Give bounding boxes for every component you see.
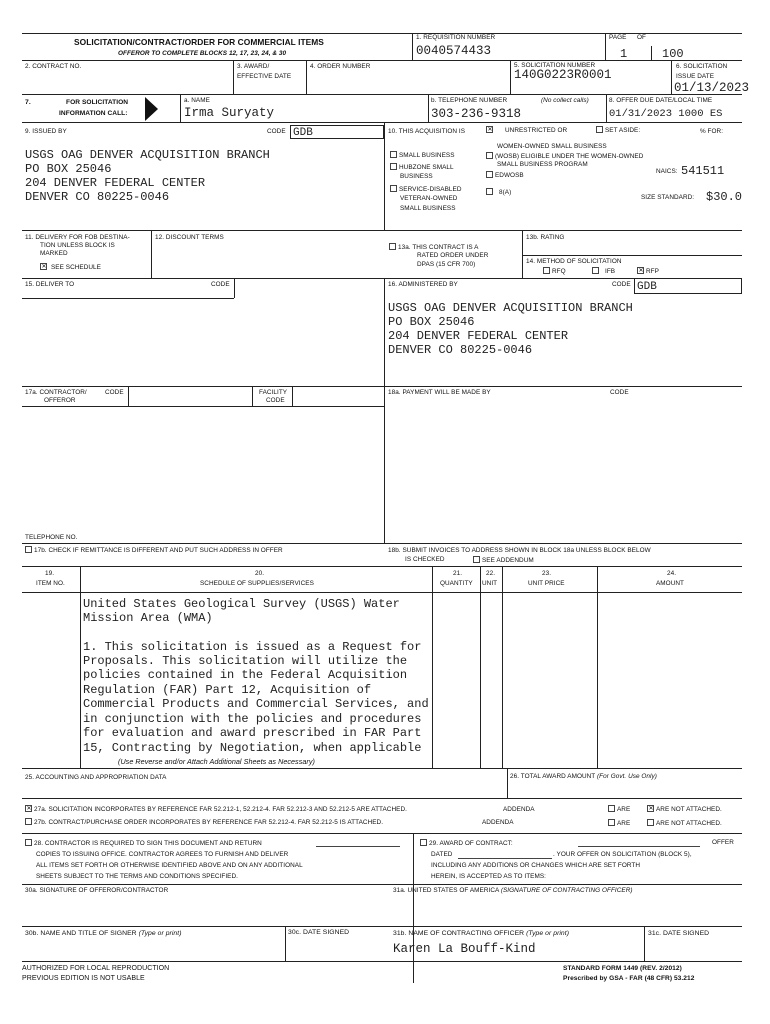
percent-for-label: % FOR: [700, 128, 724, 135]
signature-co-field[interactable] [414, 895, 742, 925]
payment-code-label: CODE [610, 389, 629, 396]
28-line-3: ALL ITEMS SET FORTH OR OTHERWISE IDENTIFIED ABOVE AND ON ANY ADDITIONAL [36, 862, 303, 869]
27b-are-option[interactable]: ARE [608, 819, 630, 828]
see-schedule-option[interactable]: ✕SEE SCHEDULE [40, 263, 101, 272]
schedule-line-8: Commercial Products and Commercial Services, and [83, 697, 429, 711]
form-subtitle: OFFEROR TO COMPLETE BLOCKS 12, 17, 23, 24, & 30 [118, 50, 287, 57]
issued-by-label: 9. ISSUED BY [25, 128, 67, 135]
size-standard-label: SIZE STANDARD: [641, 194, 695, 201]
rated-order-checkbox[interactable] [389, 243, 396, 250]
naics-label: NAICS: [656, 168, 678, 175]
remittance-option[interactable]: 17b. CHECK IF REMITTANCE IS DIFFERENT AND PUT SUCH ADDRESS IN OFFER [25, 546, 283, 555]
issued-by-line-4: DENVER CO 80225-0046 [25, 190, 170, 204]
27a-are-not-option[interactable]: ✕ ARE NOT ATTACHED. [647, 805, 722, 814]
footer-standard-form: STANDARD FORM 1449 (REV. 2/2012) [563, 965, 682, 972]
signature-offeror-label: 30a. SIGNATURE OF OFFEROR/CONTRACTOR [25, 887, 169, 894]
28-line-4: SHEETS SUBJECT TO THE TERMS AND CONDITIONS SPECIFIED. [36, 873, 238, 880]
issued-by-line-1: USGS OAG DENVER ACQUISITION BRANCH [25, 148, 270, 162]
col-unit-header-1: 22. [486, 570, 496, 577]
delivery-fob-label-1: 11. DELIVERY FOR FOB DESTINA- [25, 234, 130, 241]
rating-label: 13b. RATING [526, 234, 565, 241]
ifb-option[interactable]: IFB [592, 267, 615, 276]
delivery-fob-label-3: MARKED [40, 250, 68, 257]
edwosb-checkbox[interactable] [486, 171, 493, 178]
sdvosb-label-2: VETERAN-OWNED [400, 195, 458, 202]
unrestricted-checkbox[interactable] [486, 126, 493, 133]
col-unit-price-header-2: UNIT PRICE [528, 580, 565, 587]
29-your-offer-label: . YOUR OFFER ON SOLICITATION (BLOCK 5), [553, 851, 692, 858]
27b-addenda-label: ADDENDA [482, 819, 514, 826]
27b-option[interactable]: 27b. CONTRACT/PURCHASE ORDER INCORPORATES BY REFERENCE FAR 52.212-4. FAR 52.212-5 IS ATTACHED. [25, 818, 383, 827]
schedule-line-9: in conjunction with the policies and procedures [83, 712, 422, 726]
28-option[interactable]: 28. CONTRACTOR IS REQUIRED TO SIGN THIS DOCUMENT AND RETURN [25, 839, 262, 848]
28-line-2: COPIES TO ISSUING OFFICE. CONTRACTOR AGREES TO FURNISH AND DELIVER [36, 851, 289, 858]
offer-due-date-value[interactable]: 01/31/2023 1000 ES [609, 108, 723, 120]
col-unit-header-2: UNIT [482, 580, 498, 587]
col-amount-header-2: AMOUNT [656, 580, 684, 587]
contact-name-label: a. NAME [184, 97, 210, 104]
rated-order-label-3: DPAS (15 CFR 700) [417, 261, 476, 268]
rfq-option[interactable]: RFQ [543, 267, 566, 276]
block7-label-1: FOR SOLICITATION [66, 99, 129, 106]
schedule-line-11: 15, Contracting by Negotiation, when applicable [83, 741, 422, 755]
offer-due-date-label: 8. OFFER DUE DATE/LOCAL TIME [609, 97, 713, 104]
29-dated-label: DATED [431, 851, 453, 858]
8a-option[interactable]: 8(A) [486, 188, 511, 197]
set-aside-checkbox[interactable] [596, 126, 603, 133]
telephone-number-value[interactable]: 303-236-9318 [431, 107, 522, 121]
accounting-label: 25. ACCOUNTING AND APPROPRIATION DATA [25, 774, 167, 781]
contract-number-label: 2. CONTRACT NO. [25, 63, 82, 70]
col-quantity-header-2: QUANTITY [440, 580, 473, 587]
27a-checkbox[interactable] [25, 805, 32, 812]
sdvosb-label-3: SMALL BUSINESS [400, 205, 456, 212]
27a-are-not-checkbox[interactable] [647, 805, 654, 812]
issued-by-code-box[interactable] [290, 125, 384, 139]
8a-checkbox[interactable] [486, 188, 493, 195]
block7-number: 7. [25, 99, 31, 106]
deliver-to-code-label: CODE [211, 281, 230, 288]
form-title: SOLICITATION/CONTRACT/ORDER FOR COMMERCIAL ITEMS [74, 37, 324, 47]
of-label: OF [637, 34, 646, 41]
unrestricted-option[interactable]: ✕ UNRESTRICTED OR [486, 126, 567, 135]
submit-invoices-label-2: IS CHECKED [405, 556, 445, 563]
administered-by-code-box[interactable] [634, 278, 742, 294]
set-aside-option[interactable]: SET ASIDE: [596, 126, 640, 135]
wosb-checkbox[interactable] [486, 152, 493, 159]
27a-are-checkbox[interactable] [608, 805, 615, 812]
telephone-number-label: b. TELEPHONE NUMBER [431, 97, 508, 104]
schedule-line-5: Proposals. This solicitation will utilize the [83, 654, 408, 668]
order-number-label: 4. ORDER NUMBER [310, 63, 371, 70]
ifb-checkbox[interactable] [592, 267, 599, 274]
administered-by-line-3: 204 DENVER FEDERAL CENTER [388, 329, 569, 343]
small-business-option[interactable]: SMALL BUSINESS [390, 151, 455, 160]
block7-label-2: INFORMATION CALL: [59, 110, 128, 117]
solicitation-issue-date-label-1: 6. SOLICITATION [676, 63, 728, 70]
date-signed-label: 30c. DATE SIGNED [288, 929, 350, 936]
of-value[interactable]: 100 [662, 47, 684, 61]
wosb-option[interactable]: (WOSB) ELIGIBLE UNDER THE WOMEN-OWNED [486, 152, 643, 161]
delivery-fob-label-2: TION UNLESS BLOCK IS [40, 242, 115, 249]
hubzone-label-2: BUSINESS [400, 173, 433, 180]
contractor-code-label: CODE [105, 389, 124, 396]
sdvosb-checkbox[interactable] [390, 185, 397, 192]
issued-by-line-3: 204 DENVER FEDERAL CENTER [25, 176, 206, 190]
27b-are-not-option[interactable]: ARE NOT ATTACHED. [647, 819, 722, 828]
col-quantity-header-1: 21. [453, 570, 463, 577]
schedule-line-2: Mission Area (WMA) [83, 611, 213, 625]
col-schedule-header-2: SCHEDULE OF SUPPLIES/SERVICES [200, 580, 314, 587]
rated-order-option[interactable]: 13a. THIS CONTRACT IS A [389, 243, 478, 252]
29-option[interactable]: 29. AWARD OF CONTRACT: [420, 839, 513, 848]
27a-option[interactable]: ✕27a. SOLICITATION INCORPORATES BY REFERENCE FAR 52.212-1, 52.212-4. FAR 52.212-3 AND 52.212-5 ARE ATTACHED. [25, 805, 407, 814]
contracting-officer-name-value[interactable]: Karen La Bouff-Kind [393, 942, 536, 956]
co-date-signed-label: 31c. DATE SIGNED [648, 930, 710, 937]
requisition-number-value[interactable]: 0040574433 [416, 44, 492, 58]
27b-are-not-checkbox[interactable] [647, 819, 654, 826]
edwosb-option[interactable]: EDWOSB [486, 171, 524, 180]
administered-by-line-2: PO BOX 25046 [388, 315, 475, 329]
see-addendum-option[interactable]: SEE ADDENDUM [473, 556, 534, 565]
footer-authorized: AUTHORIZED FOR LOCAL REPRODUCTION [22, 965, 170, 972]
facility-code-label-1: FACILITY [259, 389, 288, 396]
issued-by-code-value: GDB [293, 127, 313, 139]
telephone-label: TELEPHONE NO. [25, 534, 78, 541]
small-business-checkbox[interactable] [390, 151, 397, 158]
administered-by-line-4: DENVER CO 80225-0046 [388, 343, 533, 357]
wosb-label-3: SMALL BUSINESS PROGRAM [497, 161, 588, 168]
administered-by-code-label: CODE [612, 281, 631, 288]
29-offer-label: OFFER [712, 839, 734, 846]
acquisition-label: 10. THIS ACQUISITION IS [388, 128, 466, 135]
schedule-line-7: Regulation (FAR) Part 12, Acquisition of [83, 683, 372, 697]
schedule-line-4: 1. This solicitation is issued as a Request for [83, 640, 422, 654]
administered-by-code-value: GDB [637, 281, 657, 293]
contracting-officer-name-label: 31b. NAME OF CONTRACTING OFFICER (Type or print) [393, 930, 570, 937]
hubzone-checkbox[interactable] [390, 163, 397, 170]
footer-previous-edition: PREVIOUS EDITION IS NOT USABLE [22, 975, 145, 982]
method-of-solicitation-label: 14. METHOD OF SOLICITATION [526, 258, 622, 265]
footer-prescribed-by: Prescribed by GSA - FAR (48 CFR) 53.212 [563, 975, 695, 982]
27b-checkbox[interactable] [25, 818, 32, 825]
29-checkbox[interactable] [420, 839, 427, 846]
28-checkbox[interactable] [25, 839, 32, 846]
signer-name-label: 30b. NAME AND TITLE OF SIGNER (Type or print) [25, 930, 182, 937]
see-addendum-checkbox[interactable] [473, 556, 480, 563]
payment-by-label: 18a. PAYMENT WILL BE MADE BY [388, 389, 491, 396]
sdvosb-option[interactable]: SERVICE-DISABLED [390, 185, 461, 194]
signature-usa-label: 31a. UNITED STATES OF AMERICA (SIGNATURE OF CONTRACTING OFFICER) [393, 887, 633, 894]
solicitation-issue-date-value[interactable]: 01/13/2023 [674, 81, 750, 95]
facility-code-label-2: CODE [266, 397, 285, 404]
27a-addenda-label: ADDENDA [503, 806, 535, 813]
rfp-checkbox[interactable] [637, 267, 644, 274]
rfq-checkbox[interactable] [543, 267, 550, 274]
27b-are-checkbox[interactable] [608, 819, 615, 826]
deliver-to-label: 15. DELIVER TO [25, 281, 75, 288]
discount-terms-label: 12. DISCOUNT TERMS [155, 234, 224, 241]
27a-are-option[interactable]: ARE [608, 805, 630, 814]
naics-value[interactable]: 541511 [681, 164, 725, 178]
remittance-checkbox[interactable] [25, 546, 32, 553]
29-line-3: INCLUDING ANY ADDITIONS OR CHANGES WHICH ARE SET FORTH [431, 862, 641, 869]
issued-by-code-label: CODE [267, 128, 286, 135]
solicitation-number-label: 5. SOLICITATION NUMBER [514, 62, 596, 69]
solicitation-number-value[interactable]: 140G0223R0001 [514, 68, 612, 82]
rated-order-label-2: RATED ORDER UNDER [417, 252, 489, 259]
administered-by-line-1: USGS OAG DENVER ACQUISITION BRANCH [388, 301, 633, 315]
solicitation-issue-date-label-2: ISSUE DATE [676, 73, 715, 80]
administered-by-label: 16. ADMINISTERED BY [388, 281, 458, 288]
col-schedule-header-1: 20. [255, 570, 265, 577]
submit-invoices-label-1: 18b. SUBMIT INVOICES TO ADDRESS SHOWN IN BLOCK 18a UNLESS BLOCK BELOW [388, 547, 651, 554]
col-amount-header-1: 24. [667, 570, 677, 577]
29-dated-field[interactable] [458, 858, 552, 859]
wosb-label-1: WOMEN-OWNED SMALL BUSINESS [497, 143, 607, 150]
see-schedule-checkbox[interactable] [40, 263, 47, 270]
award-effective-date-label-2: EFFECTIVE DATE [237, 73, 292, 80]
issued-by-line-2: PO BOX 25046 [25, 162, 112, 176]
28-copies-field[interactable] [316, 846, 400, 847]
col-unit-price-header-1: 23. [542, 570, 552, 577]
col-item-number-header-1: 19. [45, 570, 55, 577]
size-standard-value[interactable]: $30.0 [706, 190, 743, 204]
page-label: PAGE [609, 34, 627, 41]
schedule-line-10: for evaluation and award prescribed in FAR Part [83, 726, 422, 740]
award-effective-date-label-1: 3. AWARD/ [237, 63, 270, 70]
hubzone-option[interactable]: HUBZONE SMALL [390, 163, 454, 172]
requisition-number-label: 1. REQUISITION NUMBER [416, 34, 496, 41]
rfp-option[interactable]: ✕ RFP [637, 267, 659, 276]
signature-offeror-field[interactable] [22, 895, 413, 925]
page-value[interactable]: 1 [620, 47, 628, 61]
schedule-line-6: policies contained in the Federal Acquisition [83, 668, 408, 682]
no-collect-calls-label: (No collect calls) [541, 97, 589, 104]
29-line-4: HEREIN, IS ACCEPTED AS TO ITEMS: [431, 873, 547, 880]
total-award-label: 26. TOTAL AWARD AMOUNT (For Govt. Use Only) [510, 773, 657, 780]
schedule-line-1: United States Geological Survey (USGS) Water [83, 597, 400, 611]
29-contract-field[interactable] [578, 846, 700, 847]
contractor-label-1: 17a. CONTRACTOR/ [25, 389, 87, 396]
arrow-right-icon [145, 97, 158, 121]
contact-name-value[interactable]: Irma Suryaty [184, 106, 275, 120]
col-item-number-header-2: ITEM NO. [36, 580, 65, 587]
contractor-label-2: OFFEROR [44, 397, 76, 404]
reverse-sheets-note: (Use Reverse and/or Attach Additional Sheets as Necessary) [118, 757, 315, 766]
